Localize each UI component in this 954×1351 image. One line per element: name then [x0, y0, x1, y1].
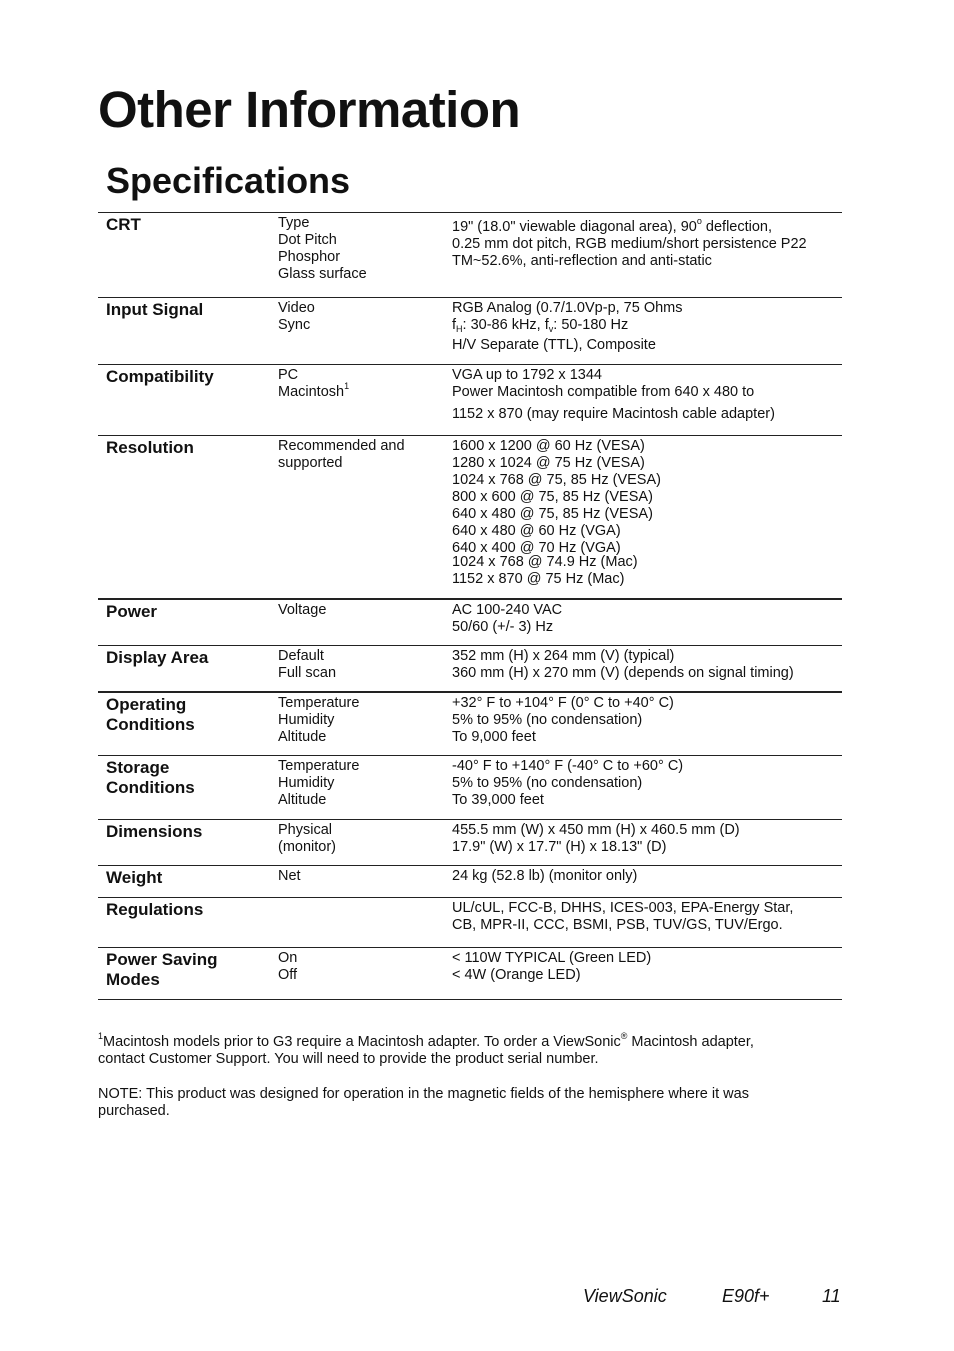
spec-row-display-area — [98, 645, 842, 691]
spec-values — [452, 695, 847, 746]
spec-label: Video — [278, 300, 315, 316]
spec-row-compatibility — [98, 364, 842, 435]
spec-value: Power Macintosh compatible from 640 x 480 to — [452, 384, 755, 400]
spec-label: (monitor) — [278, 839, 337, 855]
note-text: NOTE: This product was designed for operation in the magnetic fields of the hemisphere where it was — [98, 1086, 749, 1102]
footer-page-number: 11 — [822, 1286, 841, 1306]
spec-category: CRT — [106, 215, 141, 234]
spec-value: UL/cUL, FCC-B, DHHS, ICES-003, EPA-Energy Star, — [452, 900, 794, 916]
footnote — [98, 1031, 838, 1068]
spec-category: Input Signal — [106, 300, 204, 319]
spec-label: Full scan — [278, 665, 337, 681]
spec-row-crt — [98, 212, 842, 297]
spec-value: 17.9" (W) x 17.7" (H) x 18.13" (D) — [452, 839, 667, 855]
spec-labels — [278, 300, 446, 334]
spec-value: To 39,000 feet — [452, 792, 544, 808]
spec-label: Type — [278, 215, 310, 231]
spec-values — [452, 868, 847, 885]
specifications-table — [98, 212, 842, 1000]
spec-labels — [278, 950, 446, 984]
spec-labels — [278, 648, 446, 682]
spec-label: Physical — [278, 822, 332, 838]
spec-value: 19" (18.0" viewable diagonal area), 90$^o$ deflection, — [452, 216, 773, 235]
spec-label: Humidity — [278, 712, 335, 728]
spec-value: $f_H$: 30-86 kHz, $f_v$: 50-180 Hz — [452, 317, 629, 334]
spec-label: Net — [278, 868, 301, 884]
spec-row-resolution — [98, 435, 842, 598]
spec-value: 352 mm (H) x 264 mm (V) (typical) — [452, 648, 675, 664]
spec-value: 800 x 600 @ 75, 85 Hz (VESA) — [452, 489, 653, 505]
spec-row-input-signal — [98, 297, 842, 364]
footnote-text: Macintosh models prior to G3 require a Macintosh adapter. To order a ViewSonic — [103, 1034, 621, 1050]
spec-labels — [278, 367, 446, 401]
footnote-text: Macintosh adapter, — [627, 1034, 754, 1050]
spec-label: Macintosh$^1$ — [278, 381, 350, 400]
spec-row-dimensions — [98, 819, 842, 865]
spec-label: Dot Pitch — [278, 232, 337, 248]
spec-value: 1024 x 768 @ 75, 85 Hz (VESA) — [452, 472, 661, 488]
section-title: Specifications — [106, 160, 351, 201]
spec-label: Phosphor — [278, 249, 341, 265]
spec-values — [452, 648, 847, 682]
spec-labels — [278, 758, 446, 809]
spec-labels — [278, 822, 446, 856]
spec-values — [452, 300, 847, 354]
spec-value: 5% to 95% (no condensation) — [452, 712, 643, 728]
spec-label: On — [278, 950, 298, 966]
spec-value: 50/60 (+/- 3) Hz — [452, 619, 554, 635]
spec-value: 0.25 mm dot pitch, RGB medium/short persistence P22 — [452, 236, 807, 252]
spec-value: -40° F to +140° F (-40° C to +60° C) — [452, 758, 684, 774]
spec-label: Voltage — [278, 602, 327, 618]
spec-value: VGA up to 1792 x 1344 — [452, 367, 602, 383]
spec-row-power-saving-modes — [98, 947, 842, 999]
spec-values — [452, 950, 847, 984]
spec-value: < 110W TYPICAL (Green LED) — [452, 950, 652, 966]
spec-values — [452, 216, 847, 270]
spec-category: Display Area — [106, 648, 209, 667]
spec-value: 1600 x 1200 @ 60 Hz (VESA) — [452, 438, 645, 454]
spec-labels — [278, 868, 446, 885]
spec-value: 640 x 480 @ 75, 85 Hz (VESA) — [452, 506, 653, 522]
spec-value: 1024 x 768 @ 74.9 Hz (Mac) — [452, 554, 638, 570]
spec-category: Power — [106, 602, 158, 621]
spec-value: To 9,000 feet — [452, 729, 536, 745]
spec-row-storage-conditions — [98, 755, 842, 819]
spec-value: RGB Analog (0.7/1.0Vp-p, 75 Ohms — [452, 300, 683, 316]
spec-label: Sync — [278, 317, 311, 333]
spec-category: Dimensions — [106, 822, 203, 841]
spec-category: Weight — [106, 868, 163, 887]
spec-values — [452, 822, 847, 856]
page-title: Other Information — [98, 81, 521, 138]
spec-value: 640 x 480 @ 60 Hz (VGA) — [452, 523, 621, 539]
footnote-marker: 1 — [98, 1031, 104, 1041]
spec-label: supported — [278, 455, 343, 471]
spec-labels — [278, 602, 446, 619]
spec-value: TM~52.6%, anti-reflection and anti-static — [452, 253, 712, 269]
spec-labels — [278, 695, 446, 746]
spec-value: 24 kg (52.8 lb) (monitor only) — [452, 868, 638, 884]
spec-value: AC 100-240 VAC — [452, 602, 563, 618]
spec-label: Altitude — [278, 792, 327, 808]
spec-category: Power Saving Modes — [106, 950, 218, 989]
spec-values — [452, 900, 847, 934]
spec-value: 5% to 95% (no condensation) — [452, 775, 643, 791]
spec-label: Temperature — [278, 758, 360, 774]
spec-category: Compatibility — [106, 367, 214, 386]
spec-label: Altitude — [278, 729, 327, 745]
spec-value: +32° F to +104° F (0° C to +40° C) — [452, 695, 674, 711]
spec-label: Recommended and — [278, 438, 405, 454]
spec-category: Storage Conditions — [106, 758, 195, 797]
spec-value: 640 x 400 @ 70 Hz (VGA) — [452, 540, 621, 556]
footer-model: E90f+ — [722, 1286, 770, 1306]
spec-label: Glass surface — [278, 266, 367, 282]
spec-value: H/V Separate (TTL), Composite — [452, 337, 656, 353]
spec-value: 1152 x 870 @ 75 Hz (Mac) — [452, 571, 625, 587]
spec-category: Resolution — [106, 438, 194, 457]
spec-value: < 4W (Orange LED) — [452, 967, 581, 983]
note-paragraph — [98, 1086, 838, 1120]
spec-value: CB, MPR-II, CCC, BSMI, PSB, TUV/GS, TUV/Ergo. — [452, 917, 783, 933]
spec-row-operating-conditions — [98, 691, 842, 755]
spec-label: Off — [278, 967, 298, 983]
footer-brand: ViewSonic — [583, 1286, 667, 1306]
spec-category: Regulations — [106, 900, 204, 919]
spec-row-power — [98, 598, 842, 645]
spec-label: Temperature — [278, 695, 360, 711]
spec-row-regulations — [98, 897, 842, 947]
spec-value: 455.5 mm (W) x 450 mm (H) x 460.5 mm (D) — [452, 822, 740, 838]
spec-row-weight — [98, 865, 842, 897]
footnote-text: contact Customer Support. You will need to provide the product serial number. — [98, 1051, 599, 1067]
spec-values — [452, 367, 847, 423]
spec-value: 1280 x 1024 @ 75 Hz (VESA) — [452, 455, 645, 471]
spec-label: Humidity — [278, 775, 335, 791]
registered-mark: ® — [620, 1031, 628, 1041]
note-text: purchased. — [98, 1103, 170, 1119]
spec-values — [452, 758, 847, 809]
spec-category: Operating Conditions — [106, 695, 195, 734]
spec-label: Default — [278, 648, 324, 664]
spec-value: 1152 x 870 (may require Macintosh cable adapter) — [452, 406, 775, 422]
spec-labels — [278, 215, 446, 283]
spec-values — [452, 602, 847, 636]
spec-labels — [278, 438, 446, 472]
spec-value: 360 mm (H) x 270 mm (V) (depends on signal timing) — [452, 665, 794, 681]
spec-values — [452, 438, 847, 588]
spec-label: PC — [278, 367, 299, 383]
